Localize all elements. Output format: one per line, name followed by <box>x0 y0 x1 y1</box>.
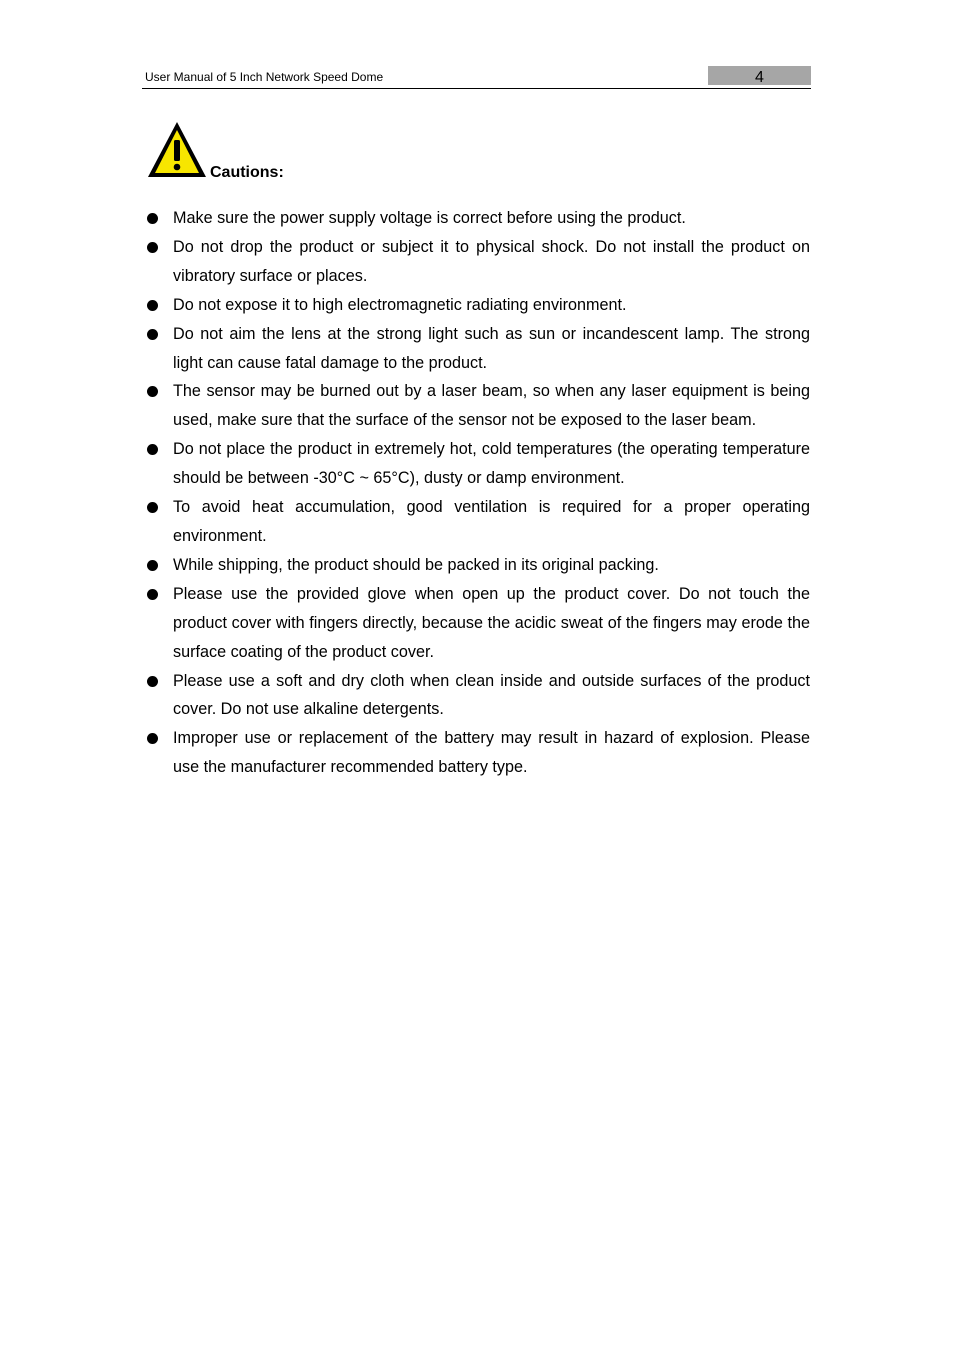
list-item-text: Please use the provided glove when open up the product cover. Do not touch the product cover with fingers directly, because the acidic sweat of the fingers may erode the surface coating of the product cover. <box>173 584 810 661</box>
bullet-icon <box>147 329 158 340</box>
list-item-text: Please use a soft and dry cloth when clean inside and outside surfaces of the product cover. Do not use alkaline detergents. <box>173 671 810 719</box>
cautions-list <box>142 204 810 782</box>
list-item <box>142 291 810 320</box>
list-item <box>142 493 810 551</box>
bullet-icon <box>147 213 158 224</box>
list-item-text: While shipping, the product should be packed in its original packing. <box>173 555 659 574</box>
list-item <box>142 233 810 291</box>
list-item <box>142 724 810 782</box>
list-item-text: Do not drop the product or subject it to physical shock. Do not install the product on vibratory surface or places. <box>173 237 810 285</box>
list-item <box>142 320 810 378</box>
bullet-icon <box>147 589 158 600</box>
list-item <box>142 580 810 667</box>
page-number: 4 <box>755 69 764 86</box>
bullet-icon <box>147 502 158 513</box>
list-item <box>142 204 810 233</box>
cautions-label: Cautions: <box>210 164 284 181</box>
list-item-text: The sensor may be burned out by a laser beam, so when any laser equipment is being used, make sure that the surface of the sensor not be exposed to the laser beam. <box>173 382 810 430</box>
document-title: User Manual of 5 Inch Network Speed Dome <box>145 70 384 84</box>
list-item-text: Improper use or replacement of the battery may result in hazard of explosion. Please use the manufacturer recommended battery type. <box>173 729 810 777</box>
bullet-icon <box>147 560 158 571</box>
page-header <box>142 64 811 89</box>
bullet-icon <box>147 242 158 253</box>
cautions-heading <box>146 120 446 184</box>
list-item <box>142 377 810 435</box>
bullet-icon <box>147 386 158 397</box>
bullet-icon <box>147 444 158 455</box>
list-item-text: To avoid heat accumulation, good ventilation is required for a proper operating environment. <box>173 498 810 545</box>
bullet-icon <box>147 300 158 311</box>
list-item <box>142 667 810 725</box>
list-item-text: Do not aim the lens at the strong light such as sun or incandescent lamp. The strong light can cause fatal damage to the product. <box>173 324 810 372</box>
bullet-icon <box>147 733 158 744</box>
list-item-text: Do not expose it to high electromagnetic radiating environment. <box>173 295 627 314</box>
page-number-box <box>708 66 811 85</box>
warning-triangle-icon <box>146 120 208 180</box>
bullet-icon <box>147 676 158 687</box>
list-item <box>142 551 810 580</box>
list-item <box>142 435 810 493</box>
list-item-text: Do not place the product in extremely hot, cold temperatures (the operating temperature should be between -30°C ~ 65°C), dusty or damp environment. <box>173 440 810 488</box>
list-item-text: Make sure the power supply voltage is correct before using the product. <box>173 209 686 227</box>
